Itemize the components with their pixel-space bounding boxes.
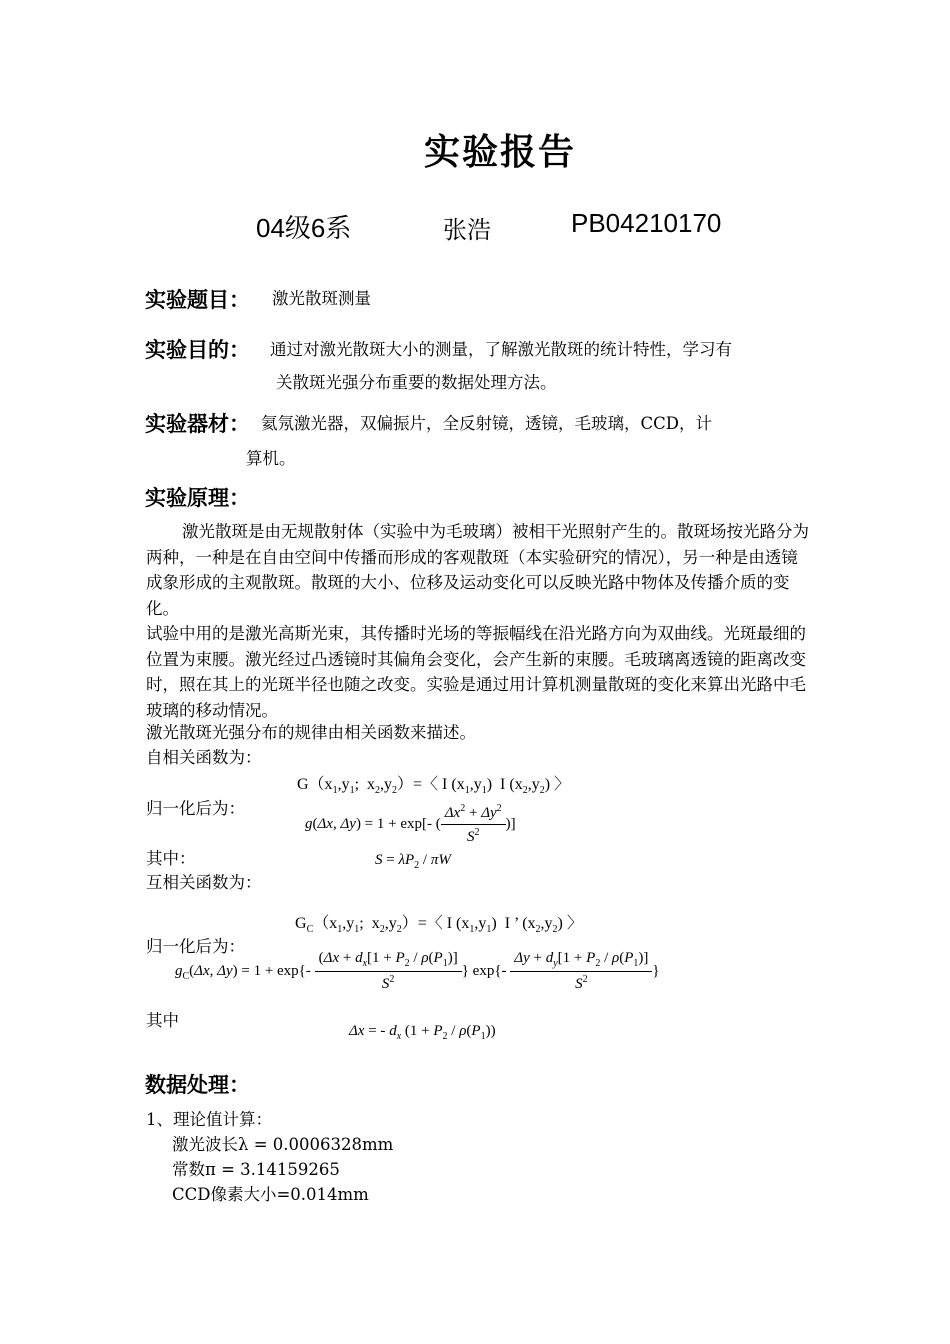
- data-label: 数据处理：: [145, 1073, 250, 1097]
- author-student-id: PB04210170: [571, 208, 722, 238]
- purpose-line-2: 关散斑光强分布重要的数据处理方法。: [276, 373, 557, 392]
- normalized-autocorr-formula: g(Δx, Δy) = 1 + exp[- ( $\frac{\Delta x^2 + \Delta y^2}{S^2}$ )]: [305, 803, 516, 845]
- normalized-label-2: 归一化后为：: [146, 937, 245, 956]
- autocorr-formula: $G(x_1,y_1$; $x_2,y_2)=$〈 I $(x_1,y_1)$ I $(x_2,y_2)$ 〉: [297, 776, 571, 797]
- normalized-label-1: 归一化后为：: [146, 799, 245, 818]
- wavelength-value: 激光波长λ = 0.0006328mm: [172, 1135, 394, 1154]
- purpose-label: 实验目的：: [145, 338, 250, 362]
- topic-label: 实验题目：: [145, 288, 250, 312]
- author-grade-dept: 04级6系: [256, 213, 352, 243]
- page-title: 实验报告: [423, 131, 576, 173]
- purpose-line-1: 通过对激光散斑大小的测量，了解激光散斑的统计特性，学习有: [270, 340, 732, 359]
- autocorr-label: 自相关函数为：: [146, 748, 262, 767]
- crosscorr-formula: $G_C(x_1,y_1$; $x_2,y_2)=$〈 I $(x_1,y_1)$ I ’ $(x_2,y_2)$ 〉: [295, 915, 583, 936]
- crosscorr-label: 互相关函数为：: [146, 873, 262, 892]
- topic-value: 激光散斑测量: [272, 289, 371, 308]
- equipment-line-1: 氦氖激光器，双偏振片，全反射镜，透镜，毛玻璃，CCD，计: [261, 414, 712, 433]
- data-item-1: 1、理论值计算：: [146, 1110, 272, 1129]
- normalized-crosscorr-formula: $g_C(\Delta x$, Δy) = 1 + exp{- $\frac{(\Delta x + d_x[1 + P_2 / \rho(P_1)]}{S^2}$ } exp{- $\frac{\Delta y + d_y[1 + P_2 / \rho(P_1)]}{S^2}$ }: [175, 950, 660, 992]
- author-name: 张浩: [443, 216, 491, 244]
- principle-paragraph-3: 激光散斑光强分布的规律由相关函数来描述。: [146, 723, 476, 742]
- where-label-1: 其中：: [146, 849, 196, 868]
- principle-label: 实验原理：: [145, 486, 250, 510]
- pixel-size-value: CCD像素大小=0.014mm: [172, 1185, 369, 1204]
- speckle-size-formula: $S = \lambda P_2 / \pi W$: [375, 852, 451, 871]
- displacement-formula: Δx = - $d_x$ $(1 + P_2 / \rho(P_1))$: [349, 1023, 496, 1042]
- pi-value: 常数π = 3.14159265: [172, 1160, 340, 1179]
- equipment-label: 实验器材：: [145, 412, 250, 436]
- principle-paragraph-1: 激光散斑是由无规散射体（实验中为毛玻璃）被相干光照射产生的。散斑场按光路分为两种，一种是在自由空间中传播而形成的客观散斑（本实验研究的情况），另一种是由透镜成象形成的主观散斑。散斑的大小、位移及运动变化可以反映光路中物体及传播介质的变化。: [146, 522, 809, 618]
- equipment-line-2: 算机。: [246, 449, 296, 468]
- where-label-2: 其中: [146, 1011, 179, 1030]
- principle-paragraph-2: 试验中用的是激光高斯光束，其传播时光场的等振幅线在沿光路方向为双曲线。光斑最细的位置为束腰。激光经过凸透镜时其偏角会变化，会产生新的束腰。毛玻璃离透镜的距离改变时，照在其上的光斑半径也随之改变。实验是通过用计算机测量散斑的变化来算出光路中毛玻璃的移动情况。: [146, 624, 806, 720]
